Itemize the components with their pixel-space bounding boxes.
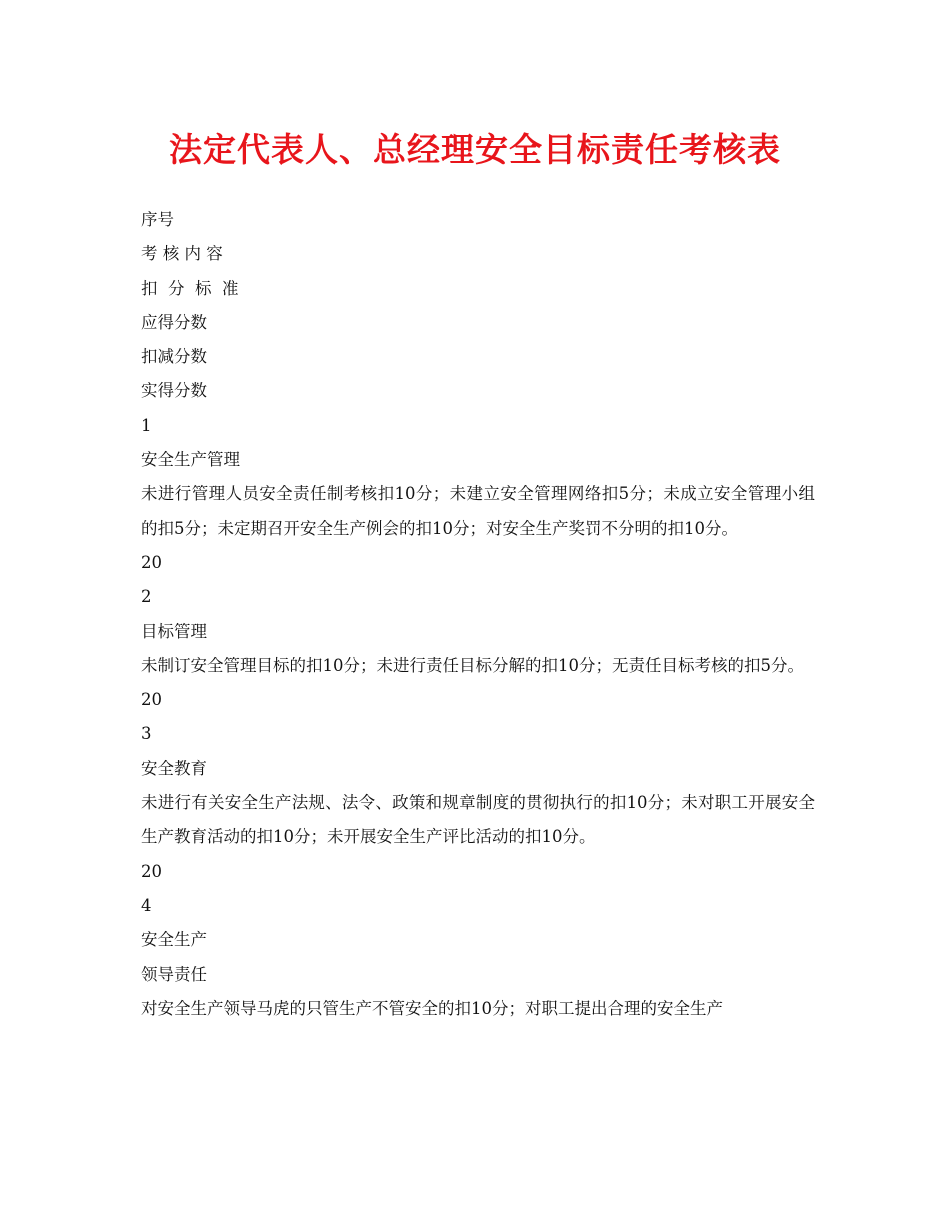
item-2-standard: 未制订安全管理目标的扣10分；未进行责任目标分解的扣10分；无责任目标考核的扣5分。: [141, 655, 804, 675]
document-body: [141, 203, 815, 1026]
document-title: 法定代表人、总经理安全目标责任考核表: [169, 130, 781, 169]
item-1-index: 1: [141, 415, 152, 435]
header-standard: 扣 分 标 准: [141, 278, 239, 298]
item-4-content-line1: 安全生产: [141, 930, 207, 950]
header-full-score: 应得分数: [141, 312, 207, 332]
item-4-content-line2: 领导责任: [141, 964, 207, 984]
item-3-score: 20: [141, 861, 162, 881]
header-index: 序号: [141, 210, 174, 229]
item-1-standard: 未进行管理人员安全责任制考核扣10分；未建立安全管理网络扣5分；未成立安全管理小组的扣5分；未定期召开安全生产例会的扣10分；对安全生产奖罚不分明的扣10分。: [141, 484, 815, 538]
item-4-standard: 对安全生产领导马虎的只管生产不管安全的扣10分；对职工提出合理的安全生产: [141, 998, 723, 1018]
header-deduction: 扣减分数: [141, 347, 207, 367]
item-2-content: 目标管理: [141, 621, 207, 641]
item-1-score: 20: [141, 552, 162, 572]
item-2-index: 2: [141, 587, 152, 607]
item-3-standard: 未进行有关安全生产法规、法令、政策和规章制度的贯彻执行的扣10分；未对职工开展安全生产教育活动的扣10分；未开展安全生产评比活动的扣10分。: [141, 793, 815, 847]
header-actual-score: 实得分数: [141, 381, 207, 401]
item-1-content: 安全生产管理: [141, 450, 240, 470]
item-2-score: 20: [141, 690, 162, 710]
header-content: 考 核 内 容: [141, 244, 223, 264]
item-3-content: 安全教育: [141, 758, 207, 778]
item-3-index: 3: [141, 724, 152, 744]
item-4-index: 4: [141, 895, 152, 915]
